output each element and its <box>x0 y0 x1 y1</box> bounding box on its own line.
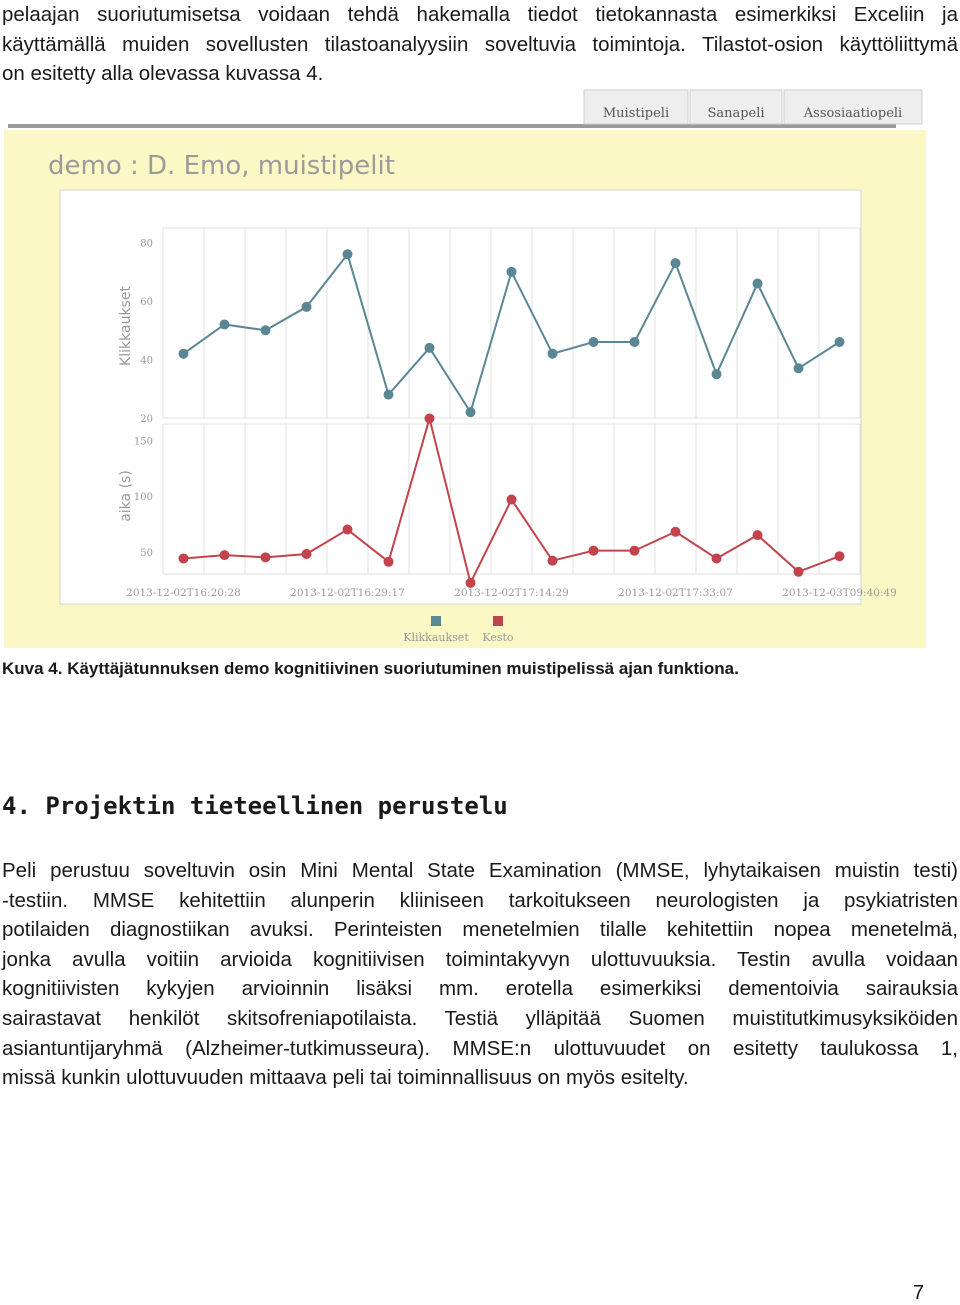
intro-line: pelaajan suoriutumisetsa voidaan tehdä hakemalla tiedot tietokannasta esimerkiksi Exceliin ja <box>2 3 958 26</box>
x-tick-label: 2013-12-02T16:20:28 <box>126 587 241 599</box>
data-point <box>261 325 271 335</box>
data-point <box>835 551 845 561</box>
intro-line: on esitetty alla olevassa kuvassa 4. <box>2 62 324 86</box>
data-point <box>671 258 681 268</box>
data-point <box>425 413 435 423</box>
data-point <box>343 525 353 535</box>
body-line: asiantuntijaryhmä (Alzheimer-tutkimusseura). MMSE:n ulottuvuudet on esitetty taulukossa 1, <box>2 1036 958 1060</box>
tab-bar <box>8 90 922 128</box>
body-line: -testiin. MMSE kehitettiin alunperin kliiniseen tarkoitukseen neurologisten ja psykiatristen <box>2 888 958 912</box>
page-number: 7 <box>912 1282 924 1304</box>
data-point <box>753 279 763 289</box>
intro-line: käyttämällä muiden sovellusten tilastoanalyysiin soveltuvia toimintoja. Tilastot-osion käyttöliittymä <box>2 32 958 56</box>
y-tick-label: 60 <box>140 297 153 309</box>
y-axis-label: Klikkaukset <box>118 286 134 366</box>
y-tick-label: 150 <box>133 436 153 448</box>
x-tick-label: 2013-12-03T09:40:49 <box>782 587 897 599</box>
data-point <box>179 553 189 563</box>
tab-sanapeli[interactable] <box>690 90 782 124</box>
legend-label: Klikkaukset <box>403 631 469 644</box>
data-point <box>712 553 722 563</box>
x-tick-label: 2013-12-02T16:29:17 <box>290 587 405 599</box>
y-tick-label: 100 <box>133 492 153 504</box>
y-tick-label: 80 <box>140 238 153 250</box>
tab-assosiaatiopeli[interactable] <box>784 90 922 124</box>
data-point <box>507 495 517 505</box>
data-point <box>302 549 312 559</box>
intro-paragraph <box>2 0 958 89</box>
data-point <box>671 527 681 537</box>
data-point <box>753 530 763 540</box>
data-point <box>507 267 517 277</box>
x-tick-label: 2013-12-02T17:14:29 <box>454 587 569 599</box>
y-axis-label: aika (s) <box>118 470 134 522</box>
tab-label: Assosiaatiopeli <box>803 106 903 121</box>
figure-caption: Kuva 4. Käyttäjätunnuksen demo kognitiivinen suoriutuminen muistipelissä ajan funktiona. <box>2 659 739 678</box>
y-tick-label: 40 <box>140 355 153 367</box>
figure-screenshot <box>0 88 930 650</box>
data-point <box>548 556 558 566</box>
data-point <box>220 550 230 560</box>
body-line: missä kunkin ulottuvuuden mittaava peli tai toiminnallisuus on myös esitelty. <box>2 1066 689 1090</box>
data-point <box>794 363 804 373</box>
legend-swatch <box>493 616 503 626</box>
data-point <box>220 319 230 329</box>
body-line: jonka avulla voitiin arvioida kognitiivisen toimintakyvyn ulottuvuuksia. Testin avulla voidaan <box>2 947 958 971</box>
section-heading: 4. Projektin tieteellinen perustelu <box>2 792 508 820</box>
data-point <box>589 337 599 347</box>
data-point <box>712 369 722 379</box>
data-point <box>343 249 353 259</box>
tab-label: Sanapeli <box>707 106 765 121</box>
data-point <box>302 302 312 312</box>
tab-muistipeli[interactable] <box>584 90 688 124</box>
body-line: Peli perustuu soveltuvin osin Mini Mental State Examination (MMSE, lyhytaikaisen muistin testi) <box>2 859 958 882</box>
y-tick-label: 20 <box>140 414 153 425</box>
data-point <box>794 567 804 577</box>
data-point <box>630 337 640 347</box>
body-paragraph <box>2 856 958 1093</box>
tab-label: Muistipeli <box>602 106 670 121</box>
data-point <box>179 349 189 359</box>
data-point <box>630 546 640 556</box>
page-title: demo : D. Emo, muistipelit <box>48 151 395 181</box>
body-line: kognitiivisten kykyjen arvioinnin lisäksi mm. erotella esimerkiksi dementoivia sairauksia <box>2 977 958 1001</box>
body-line: sairastavat henkilöt skitsofreniapotilaista. Testiä ylläpitää Suomen muistitutkimusyksiköiden <box>2 1006 958 1030</box>
legend-label: Kesto <box>482 631 514 644</box>
data-point <box>548 349 558 359</box>
legend-swatch <box>431 616 441 626</box>
data-point <box>384 557 394 567</box>
data-point <box>425 343 435 353</box>
body-line: potilaiden diagnostiikan avuksi. Perinteisten menetelmien tilalle kehitettiin nopea menetelmä, <box>2 918 958 942</box>
x-tick-label: 2013-12-02T17:33:07 <box>618 587 733 599</box>
data-point <box>261 552 271 562</box>
tab-bar-underline <box>8 124 896 128</box>
data-point <box>589 546 599 556</box>
y-tick-label: 50 <box>140 547 153 559</box>
data-point <box>384 390 394 400</box>
data-point <box>466 407 476 417</box>
data-point <box>835 337 845 347</box>
